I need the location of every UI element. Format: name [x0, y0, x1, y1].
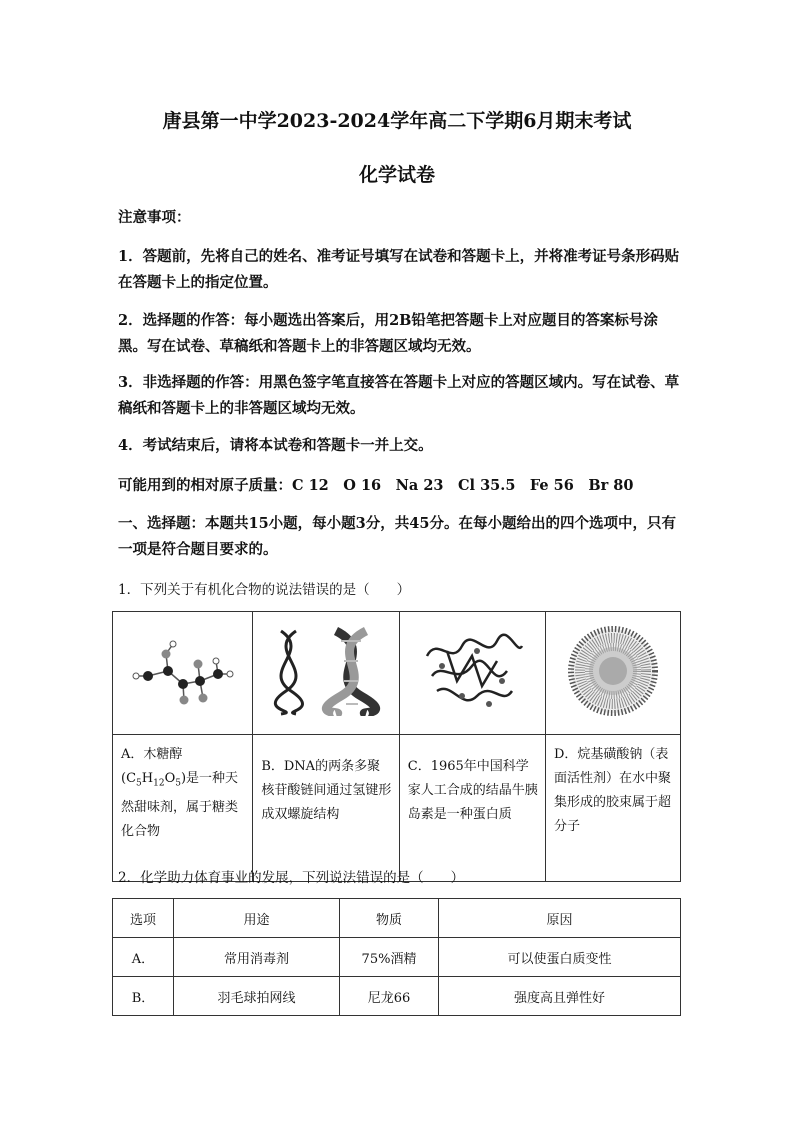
- option-a-prefix: A．木糖醇: [121, 747, 183, 762]
- option-a: [113, 735, 253, 882]
- table-cell: 可以使蛋白质变性: [439, 938, 681, 977]
- question-1-table: [112, 611, 681, 882]
- micelle-icon: [568, 626, 658, 716]
- table-row: [113, 938, 681, 977]
- note-item-4: 4．考试结束后，请将本试卷和答题卡一并上交。: [118, 437, 433, 454]
- protein-ribbon-icon: [417, 626, 527, 716]
- header-cell: 物质: [340, 899, 439, 938]
- table-row: [113, 977, 681, 1016]
- header-cell: 选项: [113, 899, 174, 938]
- dna-double-helix-icon: [266, 626, 386, 716]
- table-cell: 尼龙66: [340, 977, 439, 1016]
- table-cell: 强度高且弹性好: [439, 977, 681, 1016]
- notes-heading: 注意事项：: [118, 209, 191, 226]
- note-item-1: 1．答题前，先将自己的姓名、准考证号填写在试卷和答题卡上，并将准考证号条形码贴在答题卡上的指定位置。: [118, 248, 680, 291]
- option-a-formula: $(C_5H_{12}O_5)$: [121, 771, 187, 789]
- question-2-stem: 2．化学助力体育事业的发展，下列说法错误的是（ ）: [118, 870, 465, 886]
- exam-title: 唐县第一中学2023-2024学年高二下学期6月期末考试: [162, 110, 632, 132]
- section-heading: 一、选择题：本题共15小题，每小题3分，共45分。在每小题给出的四个选项中，只有一项是符合题目要求的。: [118, 515, 676, 558]
- micelle-image: [545, 612, 680, 735]
- note-item-3: 3．非选择题的作答：用黑色签字笔直接答在答题卡上对应的答题区域内。写在试卷、草稿纸和答题卡上的非答题区域均无效。: [118, 374, 680, 417]
- protein-image: [399, 612, 545, 735]
- question-1-stem: 1．下列关于有机化合物的说法错误的是（ ）: [118, 582, 411, 598]
- table-cell: A．: [113, 938, 174, 977]
- header-cell: 用途: [174, 899, 340, 938]
- exam-subtitle: 化学试卷: [358, 164, 435, 186]
- option-d: D．烷基磺酸钠（表面活性剂）在水中聚集形成的胶束属于超分子: [545, 735, 680, 882]
- question-2-table: [112, 898, 681, 1016]
- option-a-text: 是一种天然甜味剂，属于糖类化合物: [121, 771, 239, 839]
- option-c: C．1965年中国科学家人工合成的结晶牛胰岛素是一种蛋白质: [399, 735, 545, 882]
- atomic-masses: 可能用到的相对原子质量：C 12 O 16 Na 23 Cl 35.5 Fe 56 Br 80: [118, 477, 634, 494]
- table-cell: 羽毛球拍网线: [174, 977, 340, 1016]
- molecule-ball-stick-icon: [128, 636, 238, 706]
- table-cell: 常用消毒剂: [174, 938, 340, 977]
- header-cell: 原因: [439, 899, 681, 938]
- option-b: B．DNA的两条多聚核苷酸链间通过氢键形成双螺旋结构: [253, 735, 399, 882]
- table-cell: B．: [113, 977, 174, 1016]
- table-header-row: [113, 899, 681, 938]
- table-cell: 75%酒精: [340, 938, 439, 977]
- note-item-2: 2．选择题的作答：每小题选出答案后，用2B铅笔把答题卡上对应题目的答案标号涂黑。写在试卷、草稿纸和答题卡上的非答题区域均无效。: [118, 312, 658, 355]
- dna-image: [253, 612, 399, 735]
- molecule-image: [113, 612, 253, 735]
